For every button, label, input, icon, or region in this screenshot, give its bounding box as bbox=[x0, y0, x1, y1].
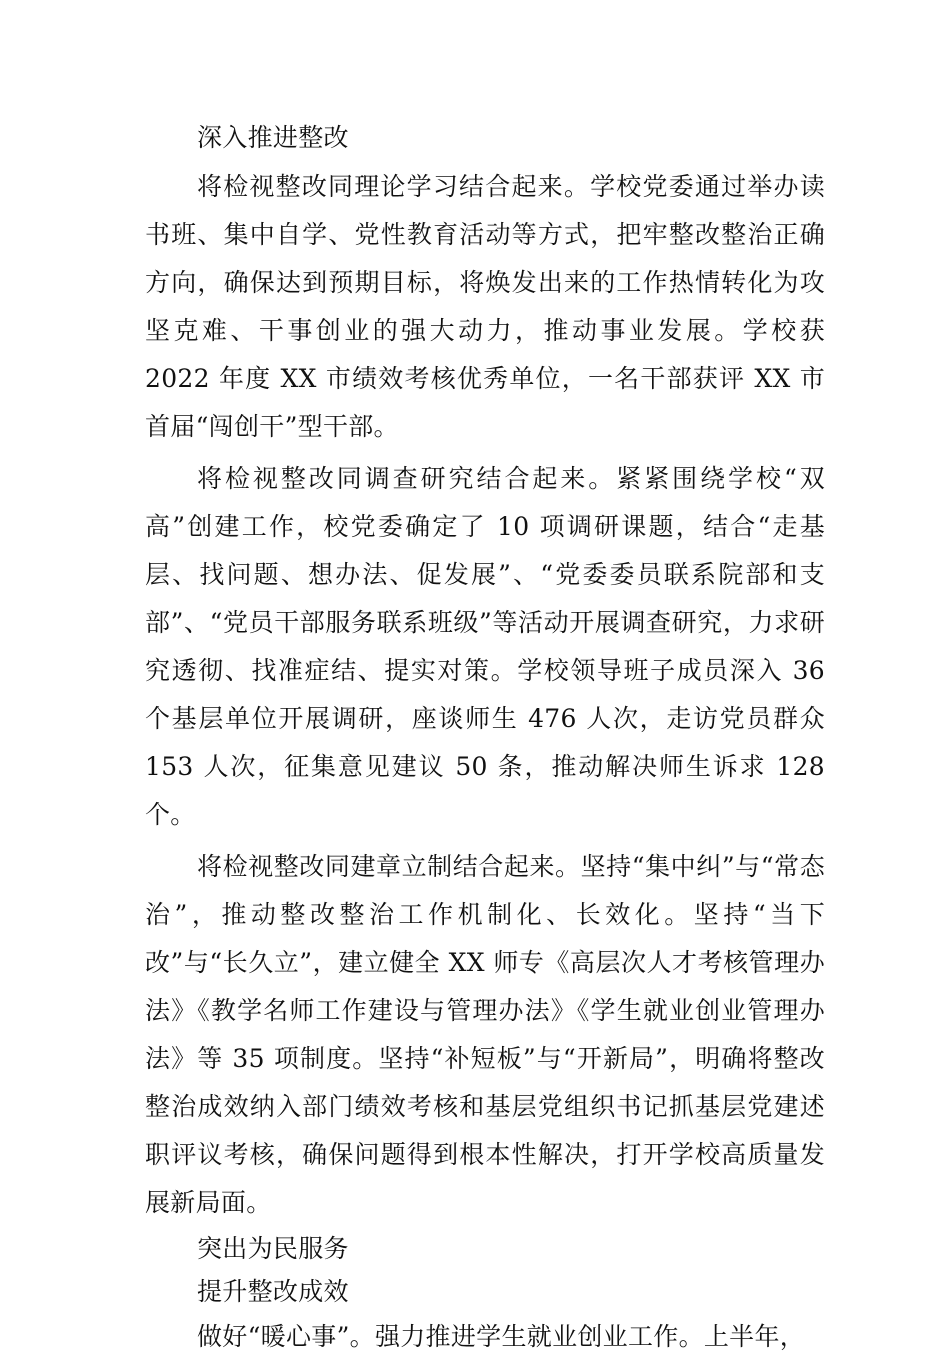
section-heading-serve-people: 突出为民服务 bbox=[197, 1234, 349, 1263]
section-heading-deepen-rectification: 深入推进整改 bbox=[197, 123, 349, 152]
paragraph-theory-study: 将检视整改同理论学习结合起来。学校党委通过举办读书班、集中自学、党性教育活动等方式，把牢整改整治正确方向，确保达到预期目标，将焕发出来的工作热情转化为攻坚克难、干事创业的强大动力，推动事业发展。学校获 2022 年度 XX 市绩效考核优秀单位，一名干部获评 XX 市首届“闯创干”型干部。 bbox=[145, 172, 825, 441]
document-body bbox=[145, 116, 825, 1361]
paragraph-rules-regulations: 将检视整改同建章立制结合起来。坚持“集中纠”与“常态治”，推动整改整治工作机制化、长效化。坚持“当下改”与“长久立”，建立健全 XX 师专《高层次人才考核管理办法》《教学名师工作建设与管理办法》《学生就业创业管理办法》等 35 项制度。坚持“补短板”与“开新局”，明确将整改整治成效纳入部门绩效考核和基层党组织书记抓基层党建述职评议考核，确保问题得到根本性解决，打开学校高质量发展新局面。 bbox=[145, 852, 825, 1217]
section-heading-improve-effect: 提升整改成效 bbox=[197, 1277, 349, 1306]
paragraph-warm-heart-things: 做好“暖心事”。强力推进学生就业创业工作。上半年， bbox=[197, 1322, 806, 1351]
paragraph-investigation-research: 将检视整改同调查研究结合起来。紧紧围绕学校“双高”创建工作，校党委确定了 10 项调研课题，结合“走基层、找问题、想办法、促发展”、“党委委员联系院部和支部”、“党员干部服务联系班级”等活动开展调查研究，力求研究透彻、找准症结、提实对策。学校领导班子成员深入 36 个基层单位开展调研，座谈师生 476 人次，走访党员群众 153 人次，征集意见建议 50 条，推动解决师生诉求 128 个。 bbox=[145, 464, 825, 829]
